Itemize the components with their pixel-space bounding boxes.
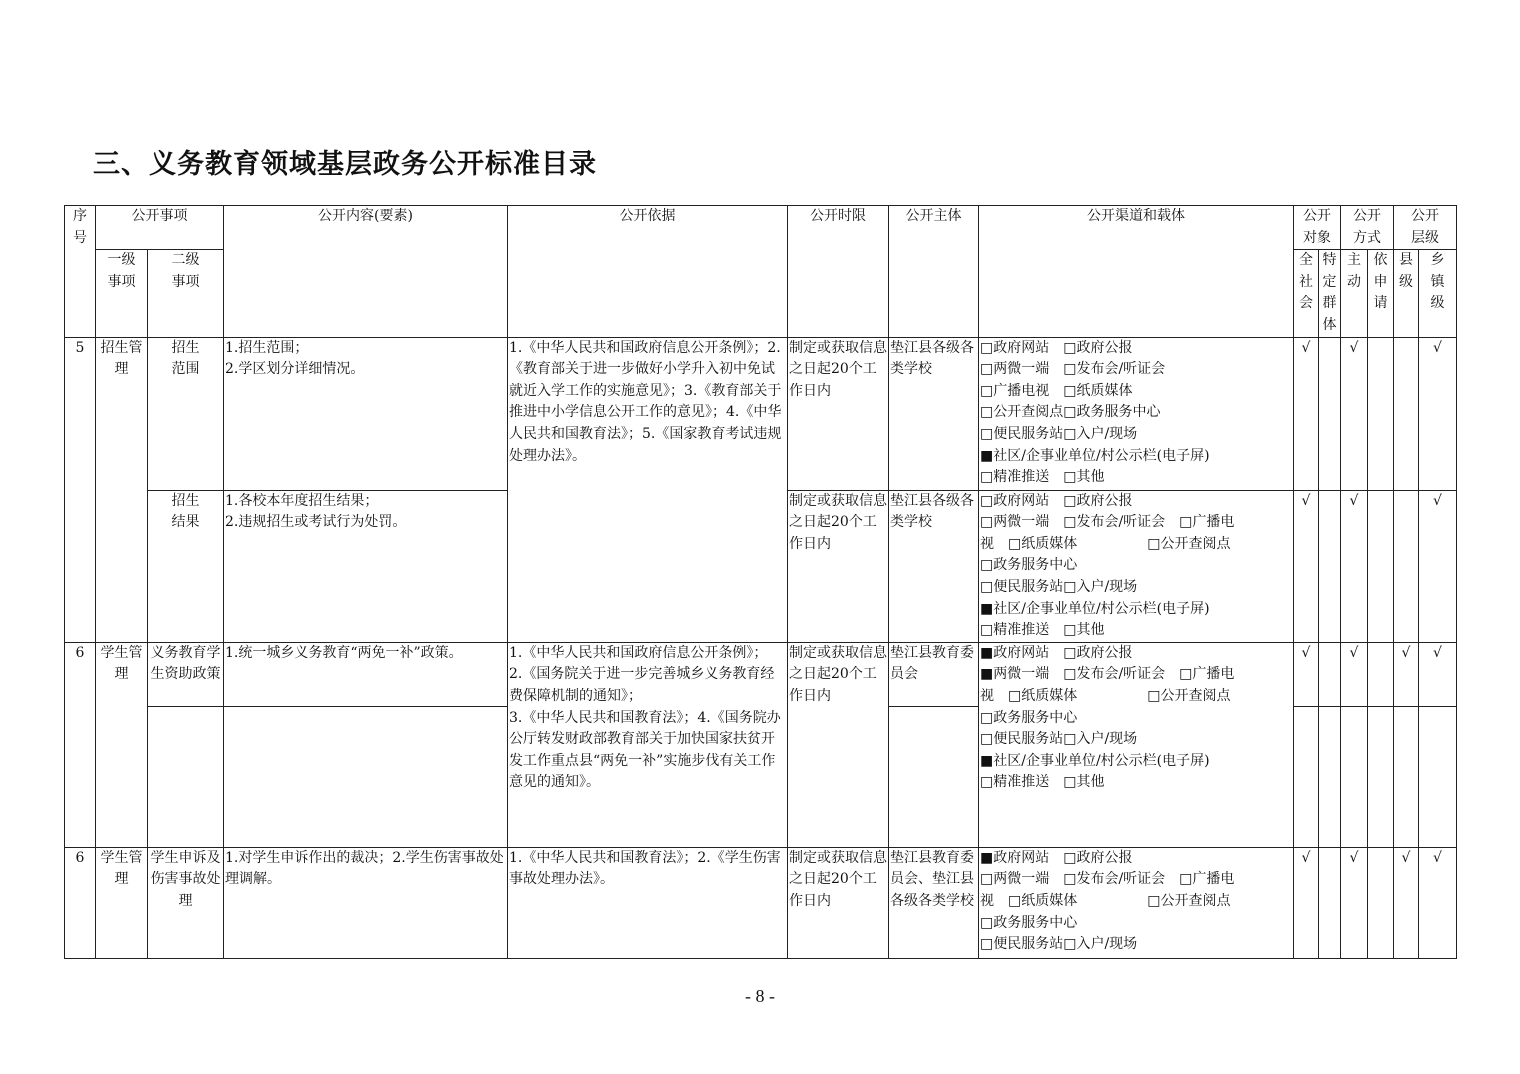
content-line: 2.违规招生或考试行为处罚。 xyxy=(225,514,407,531)
channel-line: ■社区/企事业单位/村公示栏(电子屏) xyxy=(980,752,1210,769)
subject-cell: 垫江县教育委员会、垫江县各级各类学校 xyxy=(889,847,979,958)
target-all-mark: √ xyxy=(1294,337,1319,490)
channel-line: ■社区/企事业单位/村公示栏(电子屏) xyxy=(980,600,1210,617)
deadline-cell: 制定或获取信息之日起20个工作日内 xyxy=(788,847,889,958)
method-active-mark: √ xyxy=(1341,490,1368,642)
level-town-mark: √ xyxy=(1419,642,1457,706)
header-subject: 公开主体 xyxy=(889,206,979,338)
channel-line: 视 □纸质媒体 □公开查阅点 xyxy=(980,687,1231,704)
deadline-cell: 制定或获取信息之日起20个工作日内 xyxy=(788,337,889,490)
channel-cell xyxy=(979,490,1294,642)
header-deadline: 公开时限 xyxy=(788,206,889,338)
header-method: 公开方式 xyxy=(1341,206,1394,250)
channel-line: □便民服务站□入户/现场 xyxy=(980,578,1138,595)
subject-cell: 垫江县各级各类学校 xyxy=(889,490,979,642)
channel-line: □两微一端 □发布会/听证会 □广播电 xyxy=(980,514,1235,531)
level2-cell: 学生申诉及伤害事故处理 xyxy=(148,847,224,958)
level1-cell: 学生管理 xyxy=(96,847,148,958)
method-request-mark xyxy=(1368,337,1394,490)
content-cell xyxy=(224,337,508,490)
channel-line: □两微一端 □发布会/听证会 □广播电 xyxy=(980,871,1235,888)
seq-cell: 5 xyxy=(65,337,96,642)
catalog-table xyxy=(64,205,1457,959)
level-town-mark: √ xyxy=(1419,847,1457,958)
target-all-mark: √ xyxy=(1294,642,1319,706)
channel-line: ■两微一端 □发布会/听证会 □广播电 xyxy=(980,666,1235,683)
header-level1: 一级事项 xyxy=(96,250,148,337)
target-group-mark xyxy=(1319,490,1341,642)
level-county-mark xyxy=(1394,490,1419,642)
channel-line: □政府网站 □政府公报 xyxy=(980,339,1133,356)
content-cell xyxy=(224,490,508,642)
channel-line: □政务服务中心 xyxy=(980,709,1078,726)
content-cell-empty xyxy=(224,706,508,847)
header-target: 公开对象 xyxy=(1294,206,1341,250)
content-cell: 1.对学生申诉作出的裁决；2.学生伤害事故处理调解。 xyxy=(224,847,508,958)
channel-cell xyxy=(979,642,1294,847)
subject-cell: 垫江县各级各类学校 xyxy=(889,337,979,490)
target-all-mark: √ xyxy=(1294,490,1319,642)
header-row-1 xyxy=(65,206,1457,250)
mark-cell-empty xyxy=(1294,706,1319,847)
channel-line: □精准推送 □其他 xyxy=(980,774,1105,791)
level-county-mark: √ xyxy=(1394,847,1419,958)
target-group-mark xyxy=(1319,642,1341,706)
header-seq: 序号 xyxy=(65,206,96,338)
method-request-mark xyxy=(1368,642,1394,706)
channel-cell xyxy=(979,337,1294,490)
content-line: 1.各校本年度招生结果； xyxy=(225,492,379,509)
channel-line: □政府网站 □政府公报 xyxy=(980,492,1133,509)
level-town-mark: √ xyxy=(1419,337,1457,490)
channel-line: □政务服务中心 xyxy=(980,914,1078,931)
channel-line: 视 □纸质媒体 □公开查阅点 xyxy=(980,535,1231,552)
header-method-request: 依申请 xyxy=(1368,250,1394,337)
header-target-all: 全社会 xyxy=(1294,250,1319,337)
basis-cell xyxy=(508,642,788,847)
mark-cell-empty xyxy=(1319,706,1341,847)
basis-cell: 1.《中华人民共和国教育法》；2.《学生伤害事故处理办法》。 xyxy=(508,847,788,958)
content-cell: 1.统一城乡义务教育“两免一补”政策。 xyxy=(224,642,508,706)
level-county-mark: √ xyxy=(1394,642,1419,706)
channel-line: □广播电视 □纸质媒体 xyxy=(980,382,1133,399)
channel-line: 视 □纸质媒体 □公开查阅点 xyxy=(980,892,1231,909)
channel-line: □精准推送 □其他 xyxy=(980,622,1105,639)
subject-cell-empty xyxy=(889,706,979,847)
deadline-cell: 制定或获取信息之日起20个工作日内 xyxy=(788,490,889,642)
header-level2: 二级事项 xyxy=(148,250,224,337)
channel-cell xyxy=(979,847,1294,958)
page-title: 三、义务教育领域基层政务公开标准目录 xyxy=(93,149,597,180)
channel-line: □精准推送 □其他 xyxy=(980,469,1105,486)
channel-line: ■政府网站 □政府公报 xyxy=(980,644,1133,661)
level-town-mark: √ xyxy=(1419,490,1457,642)
channel-line: □公开查阅点□政务服务中心 xyxy=(980,404,1161,421)
mark-cell-empty xyxy=(1419,706,1457,847)
level2-cell-empty xyxy=(148,706,224,847)
basis-line: 2.《国务院关于进一步完善城乡义务教育经费保障机制的通知》； xyxy=(509,666,775,704)
method-active-mark: √ xyxy=(1341,337,1368,490)
table-row xyxy=(65,847,1457,958)
header-content: 公开内容(要素) xyxy=(224,206,508,338)
channel-line: □便民服务站□入户/现场 xyxy=(980,731,1138,748)
mark-cell-empty xyxy=(1394,706,1419,847)
content-line: 1.招生范围； xyxy=(225,339,309,356)
header-basis: 公开依据 xyxy=(508,206,788,338)
header-channel: 公开渠道和载体 xyxy=(979,206,1294,338)
target-group-mark xyxy=(1319,337,1341,490)
level1-cell: 学生管理 xyxy=(96,642,148,847)
header-level-town: 乡镇级 xyxy=(1419,250,1457,337)
seq-cell: 6 xyxy=(65,642,96,847)
channel-line: □政务服务中心 xyxy=(980,557,1078,574)
deadline-cell: 制定或获取信息之日起20个工作日内 xyxy=(788,642,889,847)
channel-line: □便民服务站□入户/现场 xyxy=(980,425,1138,442)
target-group-mark xyxy=(1319,847,1341,958)
channel-line: □便民服务站□入户/现场 xyxy=(980,936,1138,953)
method-request-mark xyxy=(1368,847,1394,958)
subject-cell: 垫江县教育委员会 xyxy=(889,642,979,706)
level2-cell: 招生结果 xyxy=(148,490,224,642)
channel-line: ■社区/企事业单位/村公示栏(电子屏) xyxy=(980,447,1210,464)
mark-cell-empty xyxy=(1341,706,1368,847)
table-row xyxy=(65,337,1457,490)
mark-cell-empty xyxy=(1368,706,1394,847)
basis-line: 1.《中华人民共和国政府信息公开条例》； xyxy=(509,644,768,661)
channel-line: □两微一端 □发布会/听证会 xyxy=(980,361,1166,378)
level1-cell: 招生管理 xyxy=(96,337,148,642)
header-level: 公开层级 xyxy=(1394,206,1457,250)
target-all-mark: √ xyxy=(1294,847,1319,958)
level-county-mark xyxy=(1394,337,1419,490)
header-level-county: 县级 xyxy=(1394,250,1419,337)
method-active-mark: √ xyxy=(1341,847,1368,958)
content-line: 2.学区划分详细情况。 xyxy=(225,361,365,378)
basis-line: 3.《中华人民共和国教育法》；4.《国务院办公厅转发财政部教育部关于加快国家扶贫开发工作重点县“两免一补”实施步伐有关工作意见的通知》。 xyxy=(509,709,781,791)
page-number: - 8 - xyxy=(745,986,775,1006)
header-item-group: 公开事项 xyxy=(96,206,224,250)
level2-cell: 义务教育学生资助政策 xyxy=(148,642,224,706)
header-target-group: 特定群体 xyxy=(1319,250,1341,337)
basis-cell: 1.《中华人民共和国政府信息公开条例》；2.《教育部关于进一步做好小学升入初中免试就近入学工作的实施意见》；3.《教育部关于推进中小学信息公开工作的意见》；4.《中华人民共和国教育法》；5.《国家教育考试违规处理办法》。 xyxy=(508,337,788,642)
level2-cell: 招生范围 xyxy=(148,337,224,490)
header-method-active: 主动 xyxy=(1341,250,1368,337)
method-request-mark xyxy=(1368,490,1394,642)
method-active-mark: √ xyxy=(1341,642,1368,706)
table-row xyxy=(65,642,1457,706)
seq-cell: 6 xyxy=(65,847,96,958)
channel-line: ■政府网站 □政府公报 xyxy=(980,849,1133,866)
